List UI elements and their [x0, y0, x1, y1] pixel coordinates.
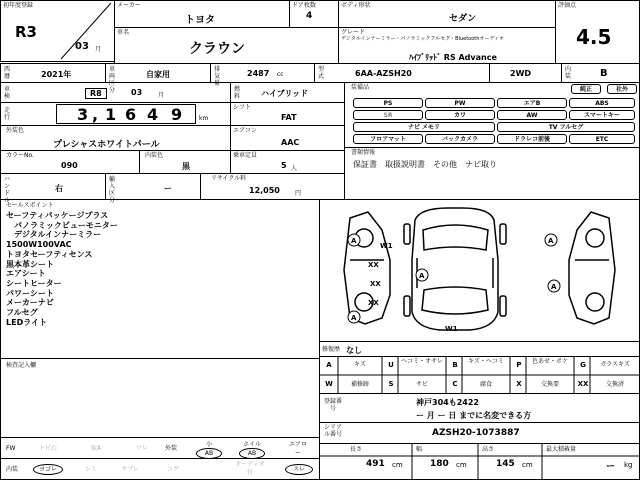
- color-number-label: カラーNo.: [6, 152, 34, 159]
- equipment-item: フロアマット: [353, 134, 423, 144]
- legend-text: ヘコミ・オサレ: [401, 358, 443, 365]
- capacity-value: 5: [281, 161, 287, 170]
- interior-option: ヤブレ: [121, 466, 139, 473]
- interior-score-value: B: [600, 68, 608, 79]
- score-label: 評価点: [558, 2, 577, 9]
- interior-option: オーディオ付: [235, 461, 265, 476]
- dimensions-box: [319, 443, 640, 480]
- serial-value: AZSH20-1073887: [432, 428, 520, 438]
- damage-mark: A: [551, 283, 557, 291]
- legend-text: キズ: [354, 361, 366, 368]
- fw-option: ワレ: [135, 445, 148, 452]
- dimensions-grid: [320, 444, 639, 479]
- equipment-item: AW: [497, 110, 567, 120]
- usage-label: 車両区分: [108, 66, 115, 94]
- sales-point-item: パワーシート: [6, 288, 54, 298]
- height-value: 145: [496, 459, 515, 469]
- capacity-unit: 人: [291, 165, 298, 172]
- genuine-option: 純正: [571, 84, 601, 94]
- first-registration-label: 初年度登録: [3, 2, 34, 9]
- equipment-item: ナビ メモリ: [353, 122, 495, 132]
- legend-code: U: [388, 361, 394, 369]
- equipment-label: 装備品: [351, 84, 370, 91]
- inspection-box: [0, 82, 231, 103]
- first-registration-month: 03: [75, 41, 89, 52]
- maker-box: [114, 0, 290, 28]
- fw-option: 取A: [90, 445, 102, 452]
- registration-box: [319, 393, 640, 423]
- sales-point-item: パノラミックビューモニター: [6, 220, 118, 230]
- interior-options-label: 内装: [6, 466, 19, 473]
- import-box: [105, 173, 201, 204]
- sales-point-item: メーカーナビ: [6, 298, 54, 308]
- aircon-label: エアコン: [233, 127, 257, 134]
- aircon-value: AAC: [281, 138, 300, 147]
- legend-code: XX: [577, 380, 589, 388]
- shift-value: FAT: [281, 113, 297, 122]
- recycle-box: [200, 173, 345, 200]
- documents-value: 保証書 取扱説明書 その他 ナビ取り: [353, 160, 497, 169]
- length-value: 491: [366, 459, 385, 469]
- sales-points-box: [0, 199, 320, 359]
- interior-option: スレ: [285, 464, 313, 475]
- score-box: [555, 0, 640, 64]
- exterior-option: 小: [205, 441, 212, 448]
- damage-mark: A: [351, 237, 357, 245]
- grade-subtext: デジタルインナーミラー・パノラミックフルセグ・Bluetoothオーディオ: [341, 36, 505, 42]
- first-registration-box: [0, 0, 115, 62]
- color-number-value: 090: [61, 161, 78, 170]
- inspector-label: 検査記入欄: [6, 362, 37, 369]
- sales-point-item: LEDライト: [6, 317, 47, 327]
- length-label: 長さ: [350, 446, 363, 453]
- grade-label: グレード: [341, 29, 366, 36]
- first-registration-year: R3: [15, 23, 37, 41]
- legend-code: W: [325, 380, 333, 388]
- legend-code: P: [516, 361, 522, 369]
- interior-option: ヨゴレ: [33, 464, 63, 475]
- sales-points-list: [6, 211, 118, 327]
- width-label: 幅: [416, 446, 423, 453]
- model-value: クラウン: [189, 41, 245, 57]
- mileage-unit: km: [199, 115, 209, 122]
- damage-mark: W1: [445, 325, 458, 333]
- shift-box: [230, 102, 345, 126]
- legend-text: キズ・ヘコミ: [468, 358, 504, 365]
- exterior-option: ー: [294, 450, 301, 457]
- legend-box: [319, 356, 640, 394]
- era-label: 西暦: [3, 66, 10, 80]
- exterior-label: 外装: [165, 445, 178, 452]
- aircon-box: [230, 125, 345, 151]
- interior-options-row: [0, 458, 320, 480]
- inspection-label: 車検: [3, 86, 10, 100]
- drive-value: 2WD: [510, 69, 532, 78]
- model-label: 車名: [117, 29, 130, 36]
- sales-point-item: フルセグ: [6, 308, 38, 318]
- exterior-option: AB: [239, 448, 265, 459]
- serial-box: [319, 422, 640, 444]
- car-diagram-box: [319, 199, 640, 342]
- equipment-box: [344, 82, 640, 148]
- capacity-label: 乗車定員: [233, 152, 258, 159]
- displacement-label: 排気量: [213, 66, 220, 87]
- interior-option: コゲ: [166, 466, 179, 473]
- legend-text: 補修跡: [350, 381, 369, 388]
- model-type-box: [314, 63, 490, 83]
- handle-box: [0, 173, 106, 204]
- interior-score-label: 内装: [564, 66, 571, 80]
- damage-mark: XX: [368, 261, 379, 269]
- legend-text: サビ: [415, 381, 428, 388]
- legend-code: G: [580, 361, 586, 369]
- mileage-digit: 3: [77, 105, 89, 124]
- doors-value: 4: [306, 11, 313, 21]
- recycle-label: リサイクル料: [211, 175, 247, 182]
- handle-label: ハンドル: [3, 176, 10, 204]
- import-label: 輸入区分: [108, 176, 115, 204]
- damage-mark: A: [351, 314, 357, 322]
- interior-score-box: [561, 63, 640, 83]
- grade-box: [338, 27, 556, 64]
- first-registration-month-unit: 月: [95, 46, 102, 53]
- registration-plate: 神戸304も2422: [416, 398, 479, 407]
- fuel-label: 燃料: [233, 86, 240, 100]
- sales-point-item: 1500W100VAC: [6, 240, 72, 250]
- equipment-item: TV フルセグ: [497, 122, 635, 132]
- exterior-option: エアロ: [288, 441, 307, 448]
- exterior-option: ホイル: [242, 441, 261, 448]
- legend-code: S: [388, 380, 394, 388]
- equipment-item: PS: [353, 98, 423, 108]
- doors-label: ドア枚数: [292, 2, 316, 9]
- mileage-comma: ,: [92, 105, 99, 124]
- equipment-item: ABS: [569, 98, 635, 108]
- era-value: 2021年: [41, 70, 72, 79]
- equipment-item: ドラレコ前後: [497, 134, 567, 144]
- legend-code: X: [516, 380, 522, 388]
- max-load-unit: kg: [624, 461, 633, 469]
- inspection-month-unit: 月: [158, 92, 165, 99]
- car-diagram: [320, 200, 639, 341]
- serial-label: シリアル番号: [323, 424, 342, 438]
- drive-box: [489, 63, 562, 83]
- mileage-digit: 9: [171, 105, 183, 124]
- shift-label: シフト: [233, 104, 252, 111]
- mileage-box: [0, 102, 231, 126]
- height-unit: cm: [522, 461, 533, 469]
- era-box: [0, 63, 106, 83]
- inspector-box: [0, 358, 320, 438]
- displacement-unit: cc: [277, 71, 284, 78]
- legend-text: ガラスキズ: [600, 361, 630, 368]
- legend-text: 腐食: [479, 381, 492, 388]
- interior-color-label: 内装色: [145, 152, 164, 159]
- exterior-color-box: [0, 125, 231, 151]
- width-unit: cm: [456, 461, 467, 469]
- height-label: 高さ: [482, 446, 495, 453]
- maker-label: メーカー: [117, 2, 141, 9]
- doors-box: [289, 0, 339, 28]
- model-type-label: 型式: [317, 66, 324, 80]
- sales-point-item: 黒本革シート: [6, 259, 54, 269]
- max-load-label: 最大積載量: [546, 446, 577, 453]
- width-value: 180: [430, 459, 449, 469]
- interior-color-box: [139, 150, 231, 174]
- legend-text: 色あせ・ボケ: [531, 358, 568, 365]
- legend-text: 交換要: [540, 381, 559, 388]
- mileage-digit: 1: [105, 105, 117, 124]
- inspection-month: 03: [131, 88, 143, 97]
- sales-points-label: セールスポイント: [6, 202, 54, 209]
- repair-history-label: 修復歴: [322, 346, 341, 353]
- repair-history-box: [319, 341, 640, 357]
- recycle-unit: 円: [295, 190, 302, 197]
- equipment-item: スマートキー: [569, 110, 635, 120]
- max-load-value: ー: [606, 462, 616, 472]
- repair-history-value: なし: [346, 346, 362, 355]
- damage-mark: W1: [380, 242, 393, 250]
- usage-value: 自家用: [146, 70, 170, 79]
- score-value: 4.5: [576, 25, 612, 49]
- diagonal-divider: [1, 1, 114, 61]
- capacity-box: [230, 150, 345, 174]
- equipment-item: ETC: [569, 134, 635, 144]
- exterior-option: AB: [196, 448, 222, 459]
- sales-point-item: シートヒーター: [6, 278, 62, 288]
- equipment-item: エアB: [497, 98, 567, 108]
- displacement-value: 2487: [247, 69, 270, 78]
- damage-mark: A: [419, 272, 425, 280]
- sales-point-item: トヨタセーフティセンス: [6, 249, 93, 259]
- body-type-label: ボディ形状: [341, 2, 371, 9]
- displacement-box: [210, 63, 315, 87]
- recycle-value: 12,050: [249, 186, 280, 195]
- legend-text: 交換済: [605, 381, 624, 388]
- fuel-box: [230, 82, 345, 103]
- fw-option: トビ石: [38, 445, 57, 452]
- damage-mark: A: [548, 237, 554, 245]
- maker-value: トヨタ: [185, 15, 215, 26]
- aftermarket-option: 社外: [607, 84, 637, 94]
- fuel-value: ハイブリッド: [261, 89, 309, 98]
- registration-label: 登録番号: [323, 398, 342, 412]
- equipment-item: カワ: [425, 110, 495, 120]
- equipment-item: バックカメラ: [425, 134, 495, 144]
- interior-color-value: 黒: [182, 162, 190, 171]
- mileage-label: 走行: [3, 107, 10, 121]
- legend-code: B: [452, 361, 458, 369]
- sales-point-item: デジタルインナーミラー: [6, 230, 102, 240]
- color-number-box: [0, 150, 140, 174]
- registration-note: ー 月 ー 日 までに名変できる方: [416, 411, 532, 420]
- fw-label: FW: [6, 445, 16, 452]
- handle-value: 右: [55, 184, 63, 193]
- mileage-digit: 4: [147, 105, 159, 124]
- import-value: ー: [164, 184, 172, 193]
- equipment-item: PW: [425, 98, 495, 108]
- damage-mark: XX: [368, 299, 379, 307]
- exterior-color-value: プレシャスホワイトパール: [53, 140, 160, 150]
- model-box: [114, 27, 339, 64]
- equipment-item: SR: [353, 110, 423, 120]
- legend-grid: [320, 357, 639, 393]
- damage-mark: XX: [370, 280, 381, 288]
- body-type-value: セダン: [449, 14, 477, 24]
- mileage-digit: 6: [125, 105, 137, 124]
- documents-label: 書類情報: [351, 149, 376, 156]
- fw-exterior-row: [0, 437, 320, 459]
- grade-value: ﾊｲﾌﾞﾘｯﾄﾞ RS Advance: [409, 53, 497, 62]
- legend-code: A: [326, 361, 332, 369]
- sales-point-item: エアシート: [6, 269, 46, 279]
- sales-point-item: セーフティパッケージプラス: [6, 211, 109, 220]
- inspection-value: R8: [85, 88, 107, 99]
- interior-option: シミ: [84, 466, 97, 473]
- exterior-color-label: 外装色: [6, 127, 25, 134]
- body-type-box: [338, 0, 556, 28]
- length-unit: cm: [392, 461, 403, 469]
- legend-code: C: [452, 380, 458, 388]
- model-type-value: 6AA-AZSH20: [355, 69, 412, 78]
- documents-box: [344, 147, 640, 200]
